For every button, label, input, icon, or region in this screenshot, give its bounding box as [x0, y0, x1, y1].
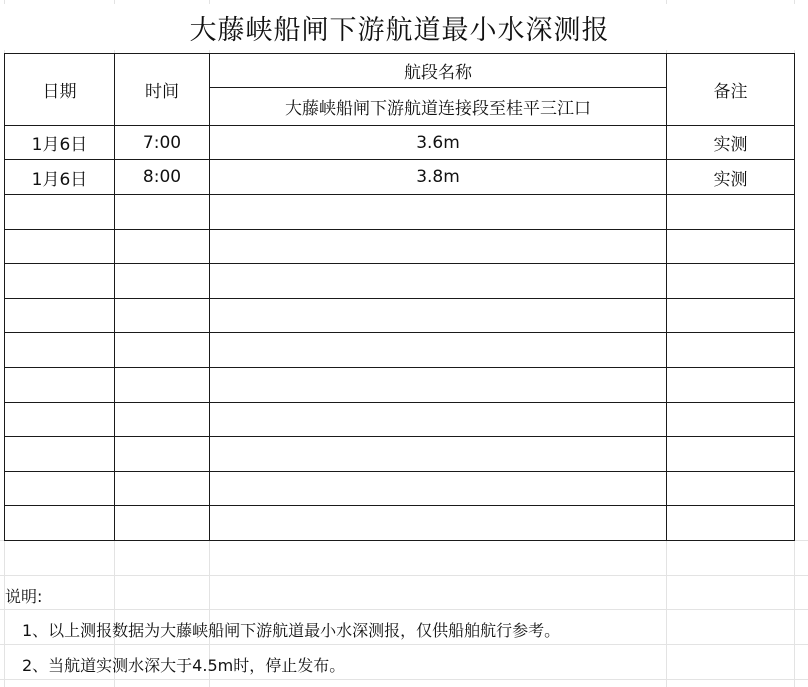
note-line-2: 2、当航道实测水深大于4.5m时，停止发布。 [22, 656, 346, 675]
cell-time: 7:00 [142, 132, 182, 153]
header-date: 日期 [42, 82, 77, 102]
note-line-1: 1、以上测报数据为大藤峡船闸下游航道最小水深测报，仅供船舶航行参考。 [22, 621, 561, 640]
cell-remark: 实测 [713, 169, 748, 190]
cell-depth: 3.6m [416, 132, 460, 153]
cell-depth: 3.8m [416, 167, 460, 187]
header-segment: 大藤峡船闸下游航道连接段至桂平三江口 [285, 99, 591, 119]
header-remark: 备注 [713, 82, 748, 102]
header-segment-group: 航段名称 [404, 63, 472, 83]
cell-time: 8:00 [142, 167, 182, 187]
cell-date: 1月6日 [31, 135, 88, 155]
cell-date: 1月6日 [31, 169, 88, 190]
header-time: 时间 [145, 82, 179, 102]
cell-remark: 实测 [713, 135, 748, 155]
page-title: 大藤峡船闸下游航道最小水深测报 [4, 4, 795, 50]
notes-label: 说明: [5, 587, 43, 606]
